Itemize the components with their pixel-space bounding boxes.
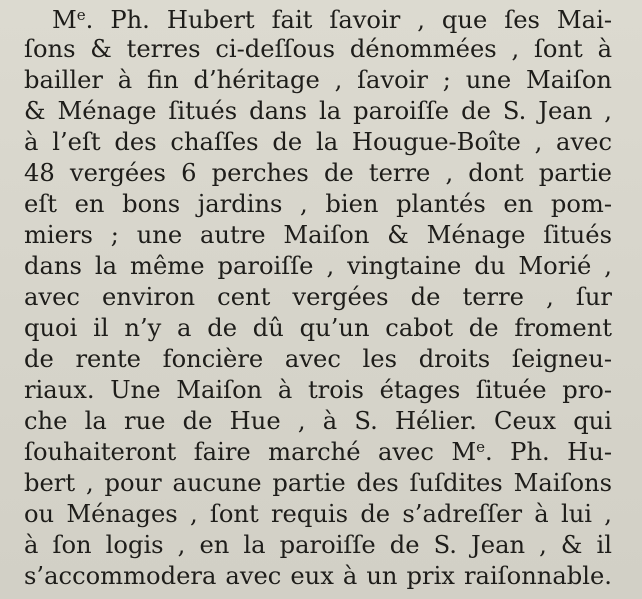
notice-line-15-superscript: e (476, 437, 486, 456)
notice-line-5: à l’eſt des chaſſes de la Hougue-Boîte , avec (24, 128, 612, 156)
notice-line-15-start: ſouhaiteront faire marché avec M (24, 438, 477, 466)
notice-line-6: 48 vergées 6 perches de terre , dont partie (24, 159, 612, 187)
notice-line-17: ou Ménages , ſont requis de s’adreſſer à lui , (24, 500, 612, 528)
notice-line-15-end: . Ph. Hu- (485, 438, 613, 466)
notice-line-12: de rente foncière avec les droits ſeigneu- (24, 345, 612, 373)
notice-line-16: bert , pour aucune partie des ſuſdites Maiſons (24, 469, 612, 497)
notice-line-2: ſons & terres ci-deſſous dénommées , ſont à (24, 35, 612, 63)
notice-line-18: à ſon logis , en la paroiſſe de S. Jean , & il (24, 531, 612, 559)
notice-line-1-superscript: e (76, 5, 86, 24)
notice-line-9: dans la même paroiſſe , vingtaine du Morié , (24, 252, 612, 280)
notice-line-14: che la rue de Hue , à S. Hélier. Ceux qui (24, 407, 612, 435)
notice-line-8: miers ; une autre Maiſon & Ménage ſitués (24, 221, 612, 249)
notice-line-7: eſt en bons jardins , bien plantés en pom- (24, 190, 612, 218)
notice-line-15 (24, 438, 612, 466)
notice-line-3: bailler à fin d’héritage , ſavoir ; une Maiſon (24, 66, 612, 94)
notice-line-13: riaux. Une Maiſon à trois étages ſituée pro- (24, 376, 612, 404)
notice-line-1-start: M (52, 6, 77, 34)
notice-line-4: & Ménage ſitués dans la paroiſſe de S. Jean , (24, 97, 612, 125)
notice-line-11: quoi il n’y a de dû qu’un cabot de froment (24, 314, 612, 342)
notice-line-10: avec environ cent vergées de terre , ſur (24, 283, 612, 311)
notice-line-1-end: . Ph. Hubert fait ſavoir , que ſes Mai- (85, 6, 612, 34)
notice-line-19: s’accommodera avec eux à un prix raiſonnable. (24, 562, 612, 590)
notice-line-1 (52, 6, 612, 34)
